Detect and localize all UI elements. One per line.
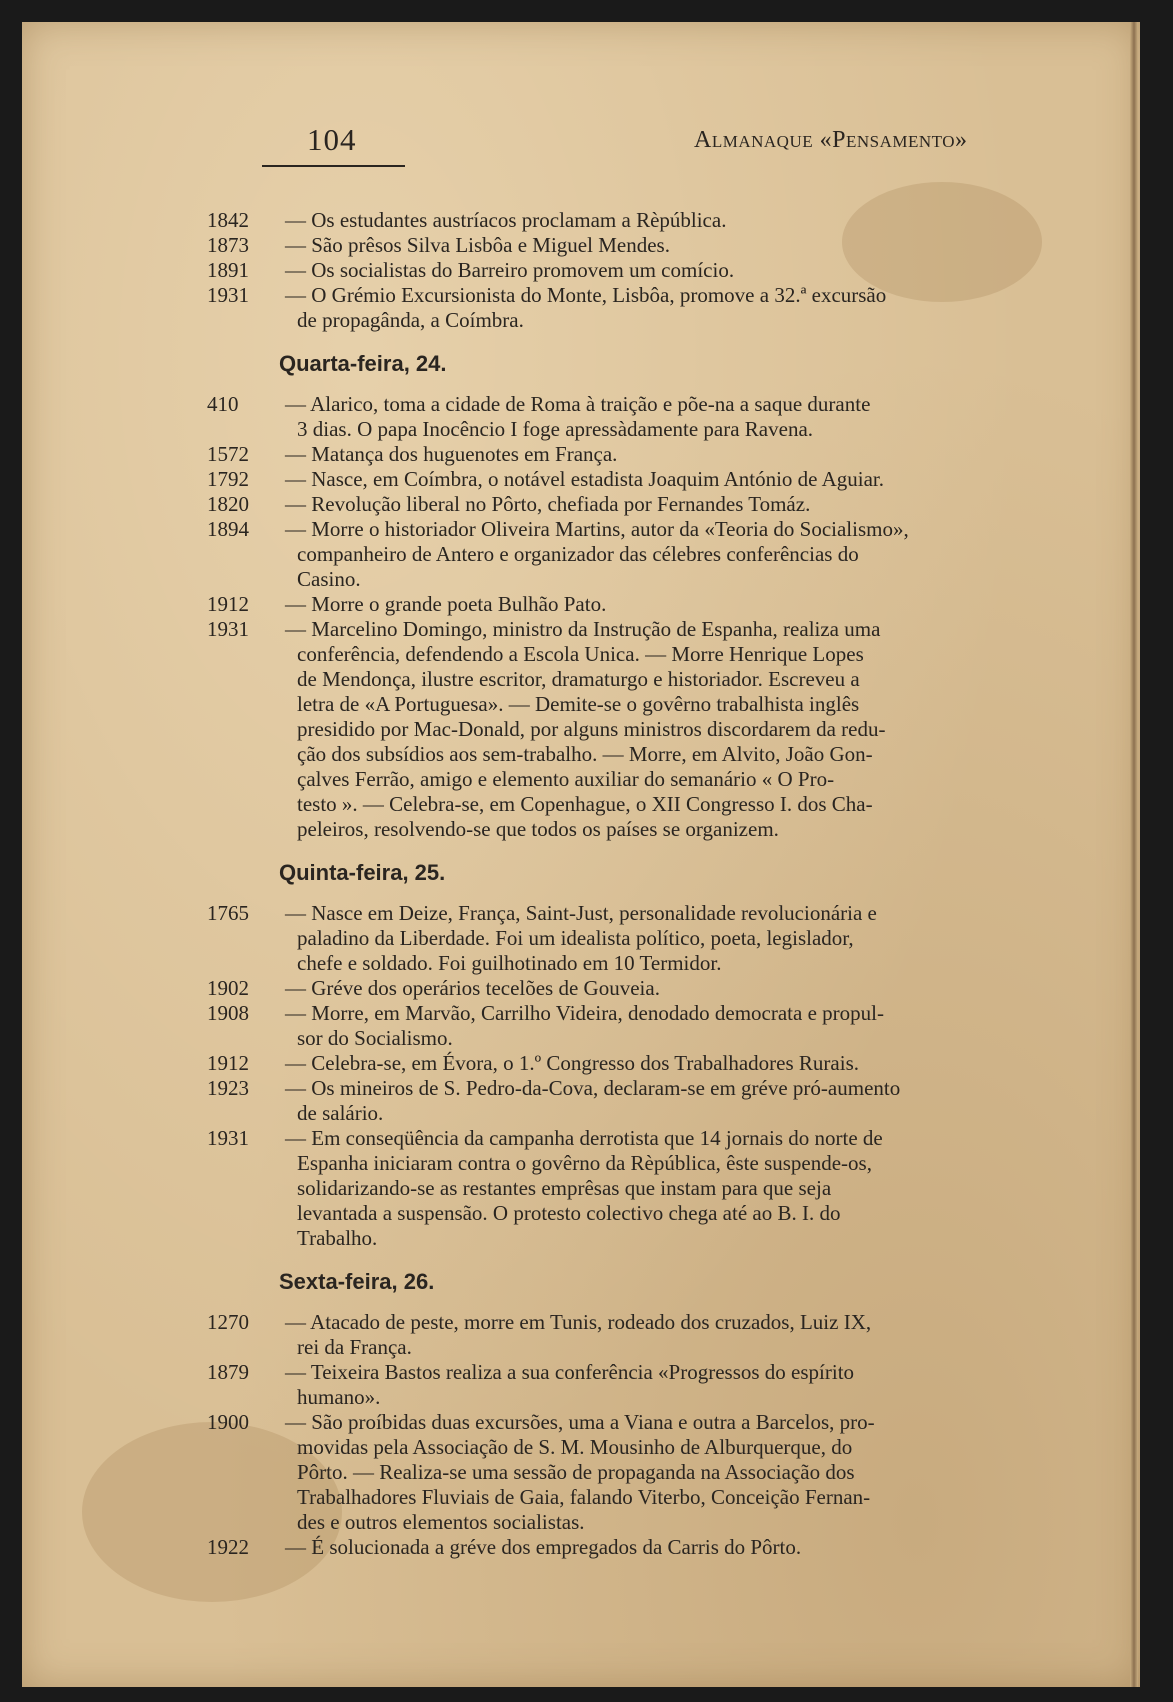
entry-line: peleiros, resolvendo-se que todos os países se organizem. — [297, 817, 779, 841]
entry-line: — São proíbidas duas excursões, uma a Viana e outra a Barcelos, pro- — [285, 1410, 875, 1434]
entry-line: — Nasce em Deize, França, Saint-Just, personalidade revolucionária e — [285, 901, 877, 925]
entry-year: 1879 — [207, 1360, 249, 1384]
entry-line: — Morre o historiador Oliveira Martins, autor da «Teoria do Socialismo», — [285, 517, 909, 541]
day-heading: Sexta-feira, 26. — [279, 1269, 435, 1294]
entry-line: movidas pela Associação de S. M. Mousinho de Alburquerque, do — [297, 1435, 853, 1459]
entry-line: rei da França. — [297, 1335, 412, 1359]
day-heading: Quinta-feira, 25. — [279, 860, 446, 885]
entry-line: — Matança dos huguenotes em França. — [285, 442, 618, 466]
entry-year: 1931 — [207, 283, 249, 307]
page-number: 104 — [307, 122, 357, 157]
entry-year: 1792 — [207, 467, 249, 491]
chronology-entry — [207, 1310, 1007, 1360]
entry-line: Espanha iniciaram contra o govêrno da Rèpública, êste suspende-os, — [297, 1151, 872, 1175]
entry-line: testo ». — Celebra-se, em Copenhague, o XII Congresso I. dos Cha- — [297, 792, 873, 816]
entry-line: — São prêsos Silva Lisbôa e Miguel Mendes. — [285, 233, 670, 257]
entry-line: Trabalhadores Fluviais de Gaia, falando Viterbo, Conceição Fernan- — [297, 1485, 871, 1509]
entry-text — [285, 1410, 1007, 1535]
day-heading: Quarta-feira, 24. — [279, 351, 447, 376]
entry-text — [285, 1001, 1007, 1051]
chronology-entry — [207, 976, 1007, 1001]
entry-line: sor do Socialismo. — [297, 1026, 453, 1050]
chronology-entry — [207, 467, 1007, 492]
entry-line: — Marcelino Domingo, ministro da Instrução de Espanha, realiza uma — [285, 617, 881, 641]
chronology-entry — [207, 1076, 1007, 1126]
entry-line: de Mendonça, ilustre escritor, dramaturgo e historiador. Escreveu a — [297, 667, 860, 691]
entry-text — [285, 517, 1007, 592]
entry-text — [285, 258, 1007, 283]
entry-line: de propagânda, a Coímbra. — [297, 308, 524, 332]
chronology-entry — [207, 1360, 1007, 1410]
entry-year: 1922 — [207, 1535, 249, 1559]
chronology-entry — [207, 617, 1007, 842]
entry-text — [285, 976, 1007, 1001]
entry-line: — Os mineiros de S. Pedro-da-Cova, declaram-se em gréve pró-aumento — [285, 1076, 901, 1100]
entry-line: — Atacado de peste, morre em Tunis, rodeado dos cruzados, Luiz IX, — [285, 1310, 872, 1334]
entry-line: de salário. — [297, 1101, 384, 1125]
entry-line: — Revolução liberal no Pôrto, chefiada por Fernandes Tomáz. — [285, 492, 811, 516]
entry-text — [285, 233, 1007, 258]
entry-year: 1908 — [207, 1001, 249, 1025]
entry-line: — Morre o grande poeta Bulhão Pato. — [285, 592, 607, 616]
entry-line: conferência, defendendo a Escola Unica. — Morre Henrique Lopes — [297, 642, 864, 666]
chronology-entry — [207, 517, 1007, 592]
entry-line: — É solucionada a gréve dos empregados da Carris do Pôrto. — [285, 1535, 802, 1559]
entry-year: 1923 — [207, 1076, 249, 1100]
entry-year: 1820 — [207, 492, 249, 516]
chronology-entry — [207, 492, 1007, 517]
entry-year: 1912 — [207, 592, 249, 616]
entry-text — [285, 1310, 1007, 1360]
entry-year: 1891 — [207, 258, 249, 282]
entry-text — [285, 1076, 1007, 1126]
entry-text — [285, 617, 1007, 842]
chronology-entry — [207, 592, 1007, 617]
entry-text — [285, 1126, 1007, 1251]
entry-line: — Os estudantes austríacos proclamam a Rèpública. — [285, 208, 727, 232]
entry-line: — O Grémio Excursionista do Monte, Lisbôa, promove a 32.ª excursão — [285, 283, 887, 307]
chronology-entry — [207, 392, 1007, 442]
entry-text — [285, 1051, 1007, 1076]
entry-year: 1931 — [207, 617, 249, 641]
entry-line: — Gréve dos operários tecelões de Gouveia. — [285, 976, 660, 1000]
entry-line: letra de «A Portuguesa». — Demite-se o govêrno trabalhista inglês — [297, 692, 860, 716]
entry-line: çalves Ferrão, amigo e elemento auxiliar do semanário « O Pro- — [297, 767, 835, 791]
entry-text — [285, 492, 1007, 517]
chronology-entry — [207, 208, 1007, 233]
entry-line: 3 dias. O papa Inocêncio I foge apressàdamente para Ravena. — [297, 417, 814, 441]
entry-text — [285, 283, 1007, 333]
entry-year: 1902 — [207, 976, 249, 1000]
chronology-entry — [207, 1535, 1007, 1560]
running-title-quoted: «Pensamento» — [819, 127, 968, 153]
entry-line: — Morre, em Marvão, Carrilho Videira, denodado democrata e propul- — [285, 1001, 884, 1025]
entry-line: — Os socialistas do Barreiro promovem um comício. — [285, 258, 735, 282]
entry-line: presidido por Mac-Donald, por alguns ministros discordarem da redu- — [297, 717, 886, 741]
chronology-entry — [207, 283, 1007, 333]
book-page — [22, 22, 1140, 1687]
entry-line: — Alarico, toma a cidade de Roma à traição e põe-na a saque durante — [285, 392, 871, 416]
entry-year: 1270 — [207, 1310, 249, 1334]
entry-year: 1931 — [207, 1126, 249, 1150]
entry-line: solidarizando-se as restantes emprêsas que instam para que seja — [297, 1176, 832, 1200]
chronology-entry — [207, 1001, 1007, 1051]
entry-text — [285, 1535, 1007, 1560]
entry-line: — Teixeira Bastos realiza a sua conferência «Progressos do espírito — [285, 1360, 855, 1384]
entry-line: Pôrto. — Realiza-se uma sessão de propaganda na Associação dos — [297, 1460, 855, 1484]
entry-year: 1900 — [207, 1410, 249, 1434]
entry-text — [285, 901, 1007, 976]
entry-line: — Celebra-se, em Évora, o 1.º Congresso dos Trabalhadores Rurais. — [285, 1051, 859, 1075]
entry-year: 1842 — [207, 208, 249, 232]
entry-line: — Nasce, em Coímbra, o notável estadista Joaquim António de Aguiar. — [285, 467, 884, 491]
chronology-entry — [207, 901, 1007, 976]
entry-year: 1572 — [207, 442, 249, 466]
entry-text — [285, 1360, 1007, 1410]
chronology-list — [207, 208, 1007, 1560]
chronology-entry — [207, 233, 1007, 258]
entry-line: companheiro de Antero e organizador das célebres conferências do — [297, 542, 859, 566]
entry-text — [285, 467, 1007, 492]
page-spine-edge — [1130, 22, 1138, 1687]
entry-text — [285, 442, 1007, 467]
entry-year: 1873 — [207, 233, 249, 257]
chronology-entry — [207, 1410, 1007, 1535]
entry-line: paladino da Liberdade. Foi um idealista político, poeta, legislador, — [297, 926, 854, 950]
entry-line: chefe e soldado. Foi guilhotinado em 10 Termidor. — [297, 951, 722, 975]
entry-line: levantada a suspensão. O protesto colectivo chega até ao B. I. do — [297, 1201, 841, 1225]
entry-year: 1912 — [207, 1051, 249, 1075]
entry-line: ção dos subsídios aos sem-trabalho. — Morre, em Alvito, João Gon- — [297, 742, 873, 766]
entry-text — [285, 392, 1007, 442]
entry-year: 410 — [207, 392, 239, 416]
entry-text — [285, 208, 1007, 233]
entry-text — [285, 592, 1007, 617]
page-number-rule — [262, 165, 405, 167]
chronology-entry — [207, 1126, 1007, 1251]
running-title-prefix: Almanaque — [694, 127, 814, 153]
entry-line: Trabalho. — [297, 1226, 378, 1250]
entry-line: Casino. — [297, 567, 361, 591]
entry-line: — Em conseqüência da campanha derrotista que 14 jornais do norte de — [285, 1126, 883, 1150]
entry-year: 1894 — [207, 517, 249, 541]
chronology-entry — [207, 1051, 1007, 1076]
entry-year: 1765 — [207, 901, 249, 925]
entry-line: humano». — [297, 1385, 381, 1409]
chronology-entry — [207, 258, 1007, 283]
running-title — [694, 127, 967, 154]
entry-line: des e outros elementos socialistas. — [297, 1510, 585, 1534]
chronology-entry — [207, 442, 1007, 467]
